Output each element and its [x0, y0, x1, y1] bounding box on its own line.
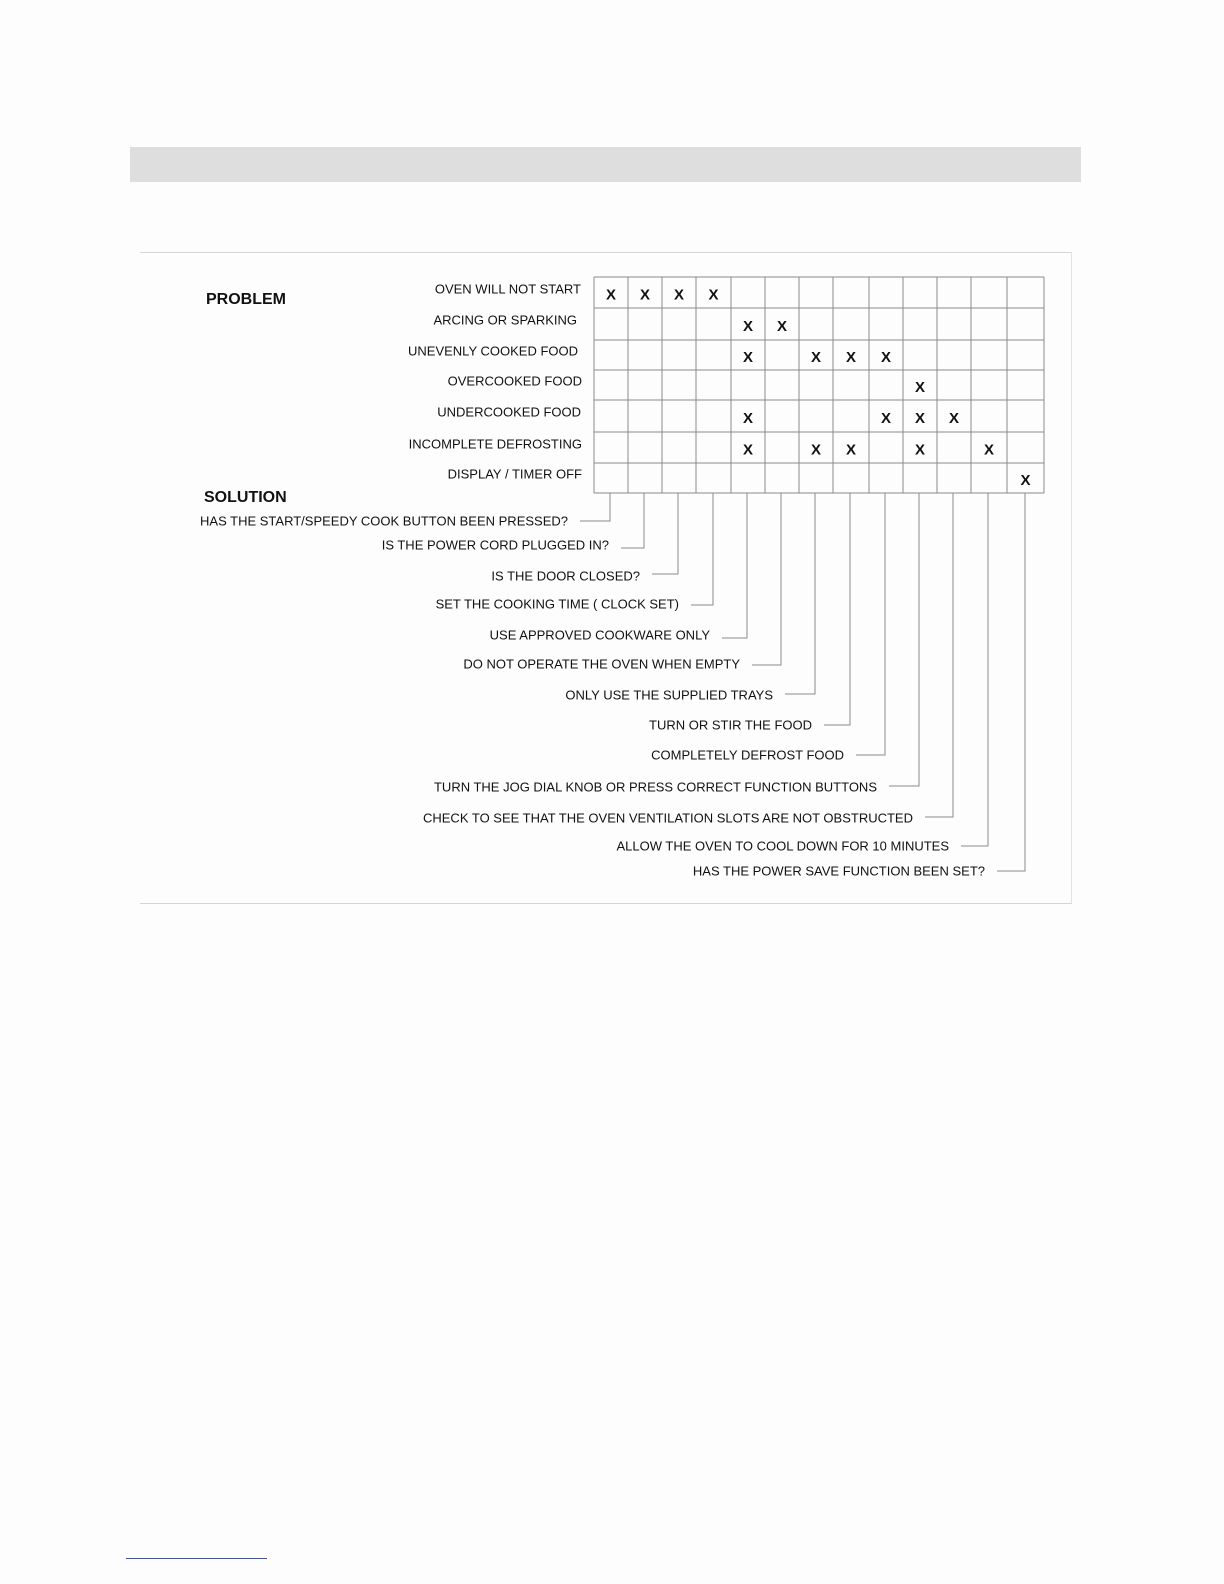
- footer-link-rule: [126, 1558, 267, 1559]
- problem-label: DISPLAY / TIMER OFF: [447, 466, 582, 482]
- problem-mark: X: [639, 286, 651, 304]
- problem-mark: X: [914, 441, 926, 459]
- problem-label: OVERCOOKED FOOD: [447, 373, 582, 389]
- problem-mark: X: [708, 286, 719, 304]
- problem-heading: PROBLEM: [206, 291, 286, 308]
- problem-mark: X: [845, 348, 857, 366]
- solution-label: IS THE DOOR CLOSED?: [491, 568, 640, 584]
- problem-label: INCOMPLETE DEFROSTING: [408, 436, 582, 451]
- problem-mark: X: [1020, 471, 1031, 489]
- solution-label: TURN OR STIR THE FOOD: [649, 717, 812, 733]
- problem-label: UNEVENLY COOKED FOOD: [408, 343, 578, 359]
- problem-mark: X: [810, 348, 822, 366]
- solution-label: CHECK TO SEE THAT THE OVEN VENTILATION SLOTS ARE NOT OBSTRUCTED: [422, 810, 913, 826]
- problem-mark: X: [845, 441, 857, 459]
- problem-mark: X: [742, 409, 754, 427]
- section-header-bar: [130, 147, 1081, 182]
- solution-label: USE APPROVED COOKWARE ONLY: [489, 627, 710, 643]
- solution-label: HAS THE POWER SAVE FUNCTION BEEN SET?: [692, 863, 985, 879]
- problem-label: ARCING OR SPARKING: [433, 312, 577, 328]
- problem-mark: X: [605, 286, 617, 304]
- solution-label: SET THE COOKING TIME ( CLOCK SET): [435, 596, 679, 612]
- problem-mark: X: [914, 409, 926, 427]
- solution-label: HAS THE START/SPEEDY COOK BUTTON BEEN PRESSED?: [200, 513, 568, 529]
- problem-mark: X: [880, 348, 892, 366]
- solution-label: DO NOT OPERATE THE OVEN WHEN EMPTY: [463, 656, 740, 672]
- problem-mark: X: [742, 441, 754, 459]
- problem-label: UNDERCOOKED FOOD: [437, 404, 581, 420]
- problem-mark: X: [742, 348, 754, 366]
- solution-label: IS THE POWER CORD PLUGGED IN?: [381, 537, 609, 553]
- problem-mark: X: [810, 441, 822, 459]
- problem-mark: X: [914, 378, 926, 396]
- problem-mark: X: [673, 286, 685, 304]
- problem-mark: X: [880, 409, 892, 427]
- problem-mark: X: [742, 317, 754, 335]
- problem-label: OVEN WILL NOT START: [434, 281, 581, 296]
- solution-label: ONLY USE THE SUPPLIED TRAYS: [565, 687, 773, 703]
- solution-label: ALLOW THE OVEN TO COOL DOWN FOR 10 MINUTES: [616, 838, 949, 854]
- solution-label: TURN THE JOG DIAL KNOB OR PRESS CORRECT FUNCTION BUTTONS: [433, 779, 877, 795]
- solution-label: COMPLETELY DEFROST FOOD: [651, 747, 844, 763]
- problem-mark: X: [983, 441, 995, 459]
- solution-heading: SOLUTION: [204, 489, 287, 506]
- problem-mark: X: [948, 409, 960, 427]
- problem-mark: X: [776, 317, 788, 335]
